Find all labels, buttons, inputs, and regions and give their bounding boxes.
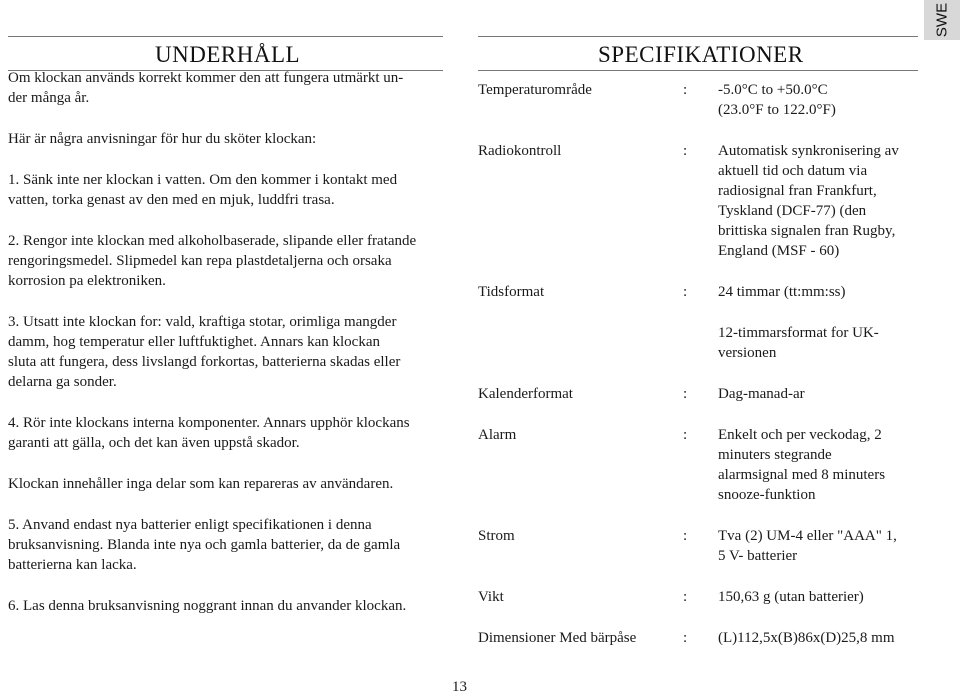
specifications-table <box>478 80 948 648</box>
spec-separator: : <box>683 589 688 605</box>
spec-value: 12-timmarsformat for UK- versionen <box>718 325 879 361</box>
item-5-line: 5. Anvand endast nya batterier enligt specifikationen i denna <box>8 517 372 533</box>
spec-row-time-format <box>478 282 948 302</box>
item-5-line: batterierna kan lacka. <box>8 557 137 573</box>
spec-separator: : <box>683 284 688 300</box>
spec-row-radio-control <box>478 141 948 261</box>
maintenance-heading: UNDERHÅLL <box>155 42 301 67</box>
spec-value: Enkelt och per veckodag, 2 minuters stegrande alarmsignal med 8 minuters snooze-funktion <box>718 427 886 503</box>
spec-label: Kalenderformat <box>478 386 573 402</box>
spec-label <box>478 323 683 363</box>
spec-separator: : <box>683 630 688 646</box>
item-3-line: sluta att fungera, dess livslangd forkortas, batterierna skadas eller <box>8 354 401 370</box>
maintenance-text <box>8 68 448 616</box>
spec-label: Alarm <box>478 427 517 443</box>
item-1-line: 1. Sänk inte ner klockan i vatten. Om den kommer i kontakt med <box>8 172 398 188</box>
spec-row-power <box>478 526 948 566</box>
spec-row-calendar-format <box>478 384 948 404</box>
spec-row-dimensions <box>478 628 948 648</box>
spec-label: Tidsformat <box>478 284 545 300</box>
item-3-line: 3. Utsatt inte klockan for: vald, kraftiga stotar, orimliga mangder <box>8 314 397 330</box>
intro-line: Om klockan används korrekt kommer den att fungera utmärkt un- <box>8 70 404 86</box>
spec-separator-empty <box>683 323 718 363</box>
item-5-line: bruksanvisning. Blanda inte nya och gamla batterier, da de gamla <box>8 537 401 553</box>
spec-label: Radiokontroll <box>478 143 562 159</box>
page-number: 13 <box>452 679 467 695</box>
language-tab <box>924 0 960 40</box>
item-3-line: damm, hog temperatur eller luftfuktighet. Annars kan klockan <box>8 334 380 350</box>
item-4-line: 4. Rör inte klockans interna komponenter. Annars upphör klockans <box>8 415 410 431</box>
spec-label: Dimensioner Med bärpåse <box>478 630 637 646</box>
intro-line: der många år. <box>8 90 90 106</box>
specifications-heading: SPECIFIKATIONER <box>598 42 804 67</box>
spec-value: Automatisk synkronisering av aktuell tid och datum via radiosignal fran Frankfurt, Tyskland (DCF-77) (den brittiska signalen fran Rugby, England (MSF - 60) <box>718 143 899 259</box>
spec-row-time-format-uk <box>478 323 948 363</box>
item-1-line: vatten, torka genast av den med en mjuk, luddfri trasa. <box>8 192 335 208</box>
spec-value: 150,63 g (utan batterier) <box>718 589 864 605</box>
spec-separator: : <box>683 386 688 402</box>
spec-row-alarm <box>478 425 948 505</box>
spec-separator: : <box>683 143 688 159</box>
spec-row-temperature <box>478 80 948 120</box>
no-serviceable-parts-note: Klockan innehåller inga delar som kan repareras av användaren. <box>8 476 394 492</box>
spec-value: Dag-manad-ar <box>718 386 805 402</box>
spec-label: Vikt <box>478 589 504 605</box>
spec-separator: : <box>683 82 688 98</box>
instructions-intro: Här är några anvisningar för hur du sköter klockan: <box>8 131 317 147</box>
spec-value: -5.0°C to +50.0°C (23.0°F to 122.0°F) <box>718 82 836 118</box>
item-2-line: korrosion pa elektroniken. <box>8 273 166 289</box>
spec-value: 24 timmar (tt:mm:ss) <box>718 284 846 300</box>
spec-separator: : <box>683 427 688 443</box>
item-3-line: delarna ga sonder. <box>8 374 117 390</box>
item-6-line: 6. Las denna bruksanvisning noggrant innan du anvander klockan. <box>8 598 407 614</box>
spec-separator: : <box>683 528 688 544</box>
item-2-line: rengoringsmedel. Slipmedel kan repa plastdetaljerna och orsaka <box>8 253 392 269</box>
spec-label: Strom <box>478 528 515 544</box>
spec-label: Temperaturområde <box>478 82 592 98</box>
right-top-rule <box>478 36 918 37</box>
left-top-rule <box>8 36 443 37</box>
spec-value: (L)112,5x(B)86x(D)25,8 mm <box>718 630 895 646</box>
right-heading-rule <box>478 70 918 71</box>
item-4-line: garanti att gälla, och det kan även uppstå skador. <box>8 435 300 451</box>
spec-value: Tva (2) UM-4 eller "AAA" 1, 5 V- batterier <box>718 528 897 564</box>
language-tab-label: SWE <box>933 2 951 38</box>
spec-row-weight <box>478 587 948 607</box>
item-2-line: 2. Rengor inte klockan med alkoholbaserade, slipande eller fratande <box>8 233 417 249</box>
